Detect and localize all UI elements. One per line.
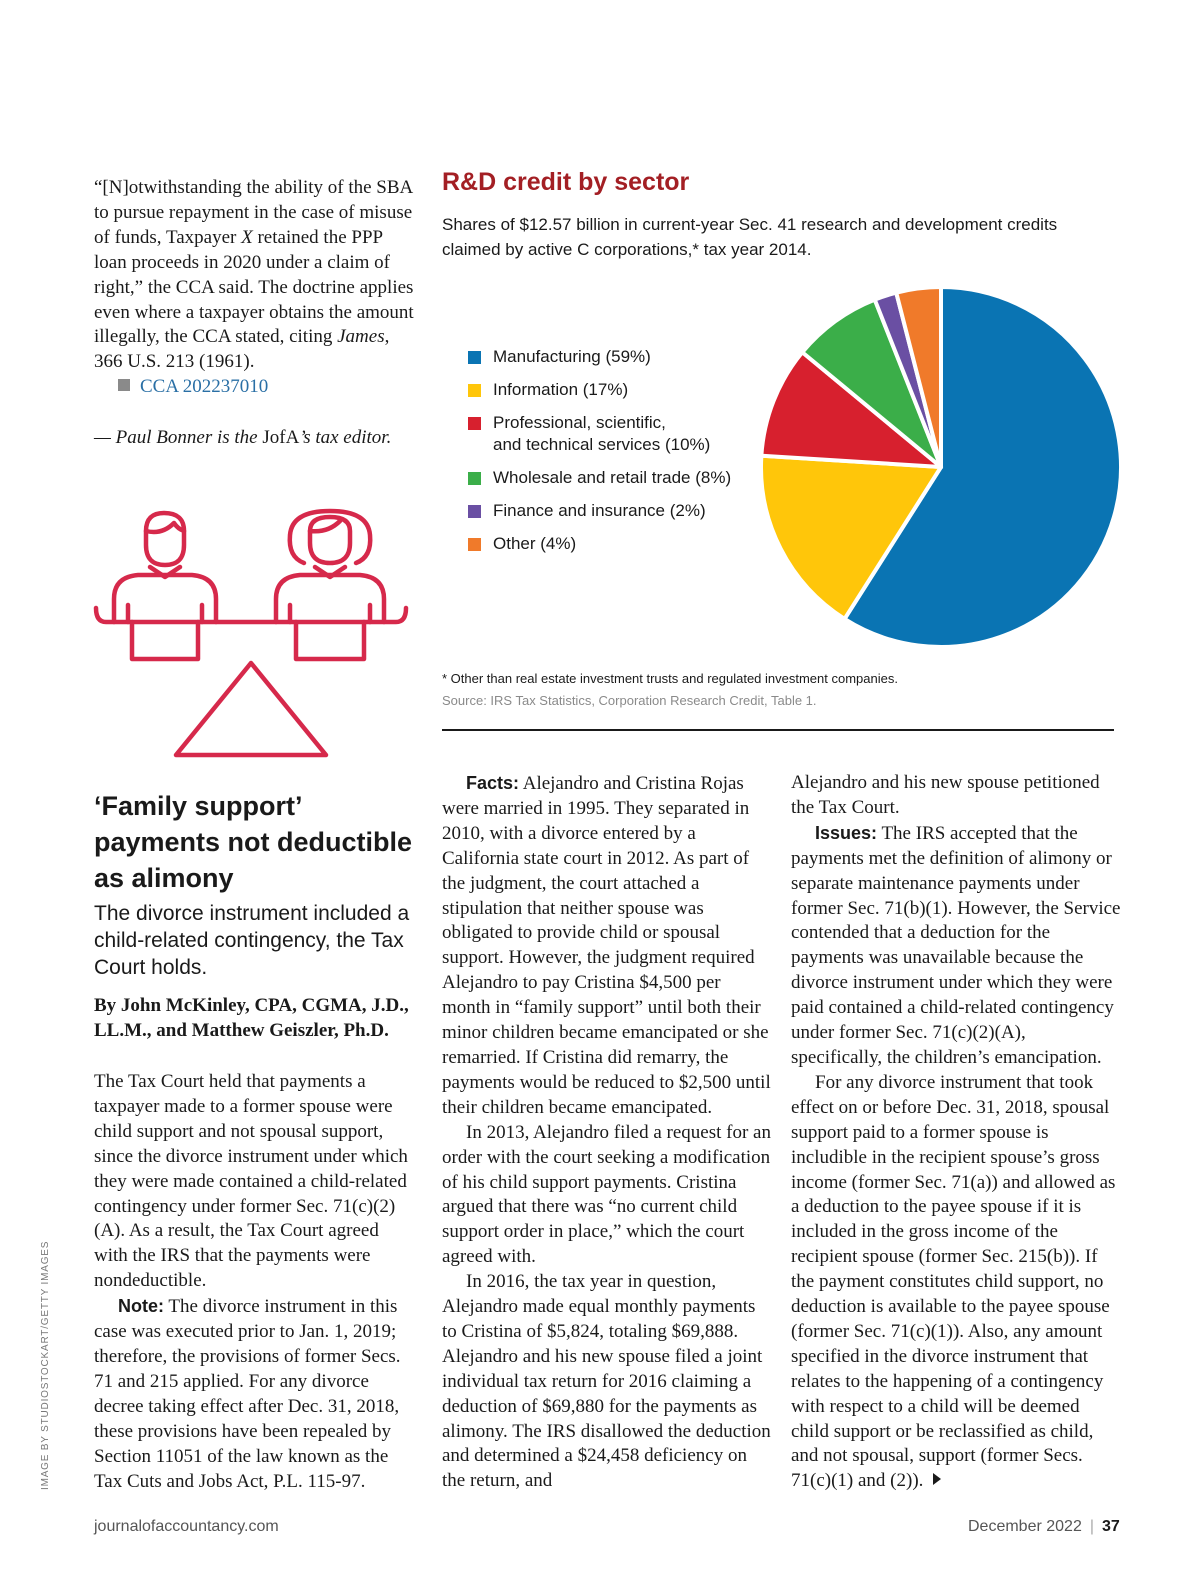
issue-date: December 2022 — [968, 1518, 1082, 1535]
balance-beam-icon — [96, 608, 406, 622]
legend-item — [468, 346, 758, 368]
issues-paragraph: Issues: The IRS accepted that the payments met the definition of alimony or separate maintenance payments under former Sec. 71(b)(1). However, the Service contended that a deduction for the payments was unavailable because the divorce instrument under which they were paid contained a child-related contingency under former Sec. 71(c)(2)(A), specifically, the children’s emancipation. — [791, 822, 1121, 1068]
page-number: 37 — [1102, 1518, 1120, 1535]
article-deck: The divorce instrument included a child-related contingency, the Tax Court holds. — [94, 902, 410, 979]
legend-label: Finance and insurance (2%) — [493, 501, 706, 520]
legend-swatch — [468, 384, 481, 397]
chart-subtitle: Shares of $12.57 billion in current-year Sec. 41 research and development credits claimed by active C corporations,* tax year 2014. — [442, 215, 1058, 259]
legend-label: Wholesale and retail trade (8%) — [493, 468, 732, 487]
chart-footnote: * Other than real estate investment trusts and regulated investment companies. — [442, 671, 898, 686]
legend-label: Manufacturing (59%) — [493, 347, 651, 366]
quote-paragraph: “[N]otwithstanding the ability of the SBA to pursue repayment in the case of misuse of funds, Taxpayer X retained the PPP loan proceeds in 2020 under a claim of right,” the CCA said. The doctrine applies even where a taxpayer obtains the amount illegally, the CCA stated, citing James, 366 U.S. 213 (1961). — [94, 177, 414, 373]
woman-icon — [276, 511, 384, 659]
sidebar-quote-column — [94, 176, 414, 451]
footer-separator: | — [1089, 1518, 1094, 1535]
legend-swatch — [468, 472, 481, 485]
legend-label: Professional, scientific, and technical services (10%) — [493, 413, 711, 454]
balance-triangle-icon — [176, 663, 326, 755]
legend-swatch — [468, 417, 481, 430]
continued-paragraph: Alejandro and his new spouse petitioned the Tax Court. — [791, 772, 1100, 818]
body-column-right — [791, 771, 1121, 1494]
pie-chart — [756, 282, 1126, 652]
legend-swatch — [468, 351, 481, 364]
paragraph-2016: In 2016, the tax year in question, Alejandro made equal monthly payments to Cristina of $5,824, totaling $69,888. Alejandro and his new spouse filed a joint individual tax return for 2016 claiming a deduction of $69,880 for the payments as alimony. The IRS disallowed the deduction and determined a $24,458 deficiency on the return, and — [442, 1271, 771, 1492]
legend-item — [468, 533, 758, 555]
chart-title: R&D credit by sector — [442, 168, 690, 196]
legend-label: Other (4%) — [493, 534, 577, 553]
body-column-left — [94, 1070, 414, 1494]
legend-swatch — [468, 538, 481, 551]
legend-label: Information (17%) — [493, 380, 629, 399]
image-credit: IMAGE BY STUDIOSTOCKART/GETTY IMAGES — [40, 1240, 51, 1490]
paragraph-2013: In 2013, Alejandro filed a request for an order with the court seeking a modification of his child support payments. Cristina argued that there was “no current child support order in place,” which the court agreed with. — [442, 1121, 771, 1268]
final-paragraph: For any divorce instrument that took effect on or before Dec. 31, 2018, spousal support paid to a former spouse is includible in the recipient spouse’s gross income (former Sec. 71(a)) and allowed as a deduction to the payee spouse if it is included in the gross income of the recipient spouse (former Sec. 215(b)). If the payment constitutes child support, no deduction is available to the payee spouse (former Sec. 71(c)(1)). Also, any amount specified in the divorce instrument that relates to the happening of a contingency with respect to a child will be deemed child support or be reclassified as child, and not spousal, support (former Secs. 71(c)(1) and (2)). — [791, 1071, 1116, 1492]
family-balance-scale-illustration — [92, 505, 410, 767]
intro-paragraph: The Tax Court held that payments a taxpayer made to a former spouse were child support and not spousal support, since the divorce instrument under which they were made contained a child-related contingency under former Sec. 71(c)(2)(A). As a result, the Tax Court agreed with the IRS that the payments were nondeductible. — [94, 1071, 408, 1292]
note-paragraph: Note: The divorce instrument in this case was executed prior to Jan. 1, 2019; therefore, the provisions of former Secs. 71 and 215 applied. For any divorce decree taking effect after Dec. 31, 2018, these provisions have been repealed by Section 11051 of the law known as the Tax Cuts and Jobs Act, P.L. 115-97. — [94, 1296, 401, 1492]
chart-legend — [468, 346, 758, 566]
article-headline: ‘Family support’ payments not deductible as alimony — [94, 791, 413, 893]
article-author: By John McKinley, CPA, CGMA, J.D., LL.M., and Matthew Geiszler, Ph.D. — [94, 995, 409, 1041]
legend-item — [468, 412, 758, 456]
legend-item — [468, 379, 758, 401]
chart-source: Source: IRS Tax Statistics, Corporation Research Credit, Table 1. — [442, 693, 817, 708]
man-icon — [114, 513, 216, 659]
section-divider — [442, 729, 1114, 731]
legend-swatch — [468, 505, 481, 518]
legend-item — [468, 500, 758, 522]
continue-arrow-icon[interactable] — [933, 1473, 941, 1485]
footer-url[interactable]: journalofaccountancy.com — [94, 1518, 279, 1535]
square-bullet-icon — [118, 379, 130, 391]
body-column-middle — [442, 771, 772, 1494]
facts-paragraph: Facts: Alejandro and Cristina Rojas were married in 1995. They separated in 2010, with a divorce entered by a California state court in 2012. As part of the judgment, the court attached a stipulation that neither spouse was obligated to provide child or spousal support. However, the judgment required Alejandro to pay Cristina $4,500 per month in “family support” until both their minor children became emancipated or she remarried. If Cristina did remarry, the payments would be reduced to $2,500 until their children became emancipated. — [442, 773, 771, 1118]
cca-reference-link[interactable]: CCA 202237010 — [140, 376, 269, 398]
editor-byline: — Paul Bonner is the JofA’s tax editor. — [94, 427, 392, 449]
legend-item — [468, 467, 758, 489]
footer-date-page — [968, 1518, 1120, 1536]
reference-line — [94, 375, 414, 400]
